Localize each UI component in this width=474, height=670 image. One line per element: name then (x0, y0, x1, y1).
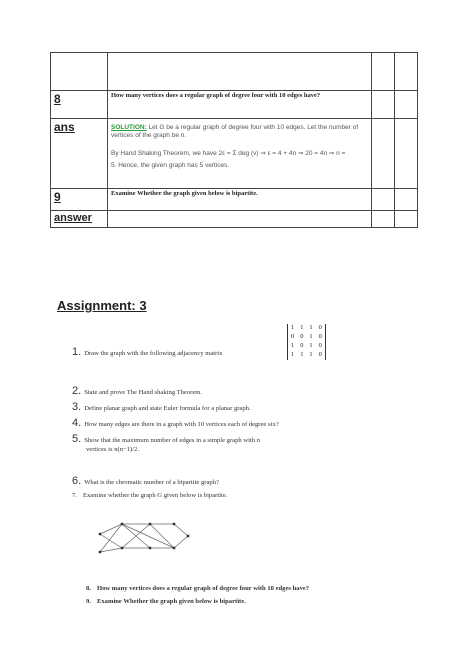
row-number: answer (54, 212, 92, 224)
bipartite-graph-figure (92, 512, 202, 584)
row-number: 8 (54, 92, 61, 106)
adjacency-matrix: 1 1 1 0 0 0 1 0 1 0 1 0 1 1 1 0 (287, 324, 326, 360)
list-item: 2. State and prove The Hand shaking Theorem. (72, 385, 203, 397)
list-item: 9. Examine Whether the graph given below is bipartite. (86, 598, 246, 605)
list-item: 1. Draw the graph with the following adjacency matrix (72, 346, 223, 358)
table-row (51, 189, 418, 211)
list-item: 8. How many vertices does a regular graph of degree four with 10 edges have? (86, 585, 310, 592)
table-row (51, 91, 418, 119)
answer-line: 5. Hence, the given graph has 5 vertices. (111, 162, 230, 170)
list-item: 5. Show that the maximum number of edges in a simple graph with n vertices is n(n−1)/2. (72, 433, 260, 454)
assignment-heading: Assignment: 3 (57, 298, 147, 313)
list-item: 6. What is the chromatic number of a bipartite graph? (72, 475, 219, 487)
row-question (108, 211, 372, 228)
row-number: ans (54, 120, 75, 134)
row-question: How many vertices does a regular graph of degree four with 10 edges have? (108, 91, 372, 119)
table-row (51, 211, 418, 228)
table-row (51, 119, 418, 189)
list-item: 3. Define planar graph and state Euler formula for a planar graph. (72, 401, 251, 413)
answer-line: Let G be a regular graph of degree four with 10 edges. Let the number of vertices of the graph be n. (111, 124, 359, 140)
table-row (51, 53, 418, 91)
answer-cell (108, 119, 372, 189)
list-item: 4. How many edges are there in a graph with 10 vertices each of degree six? (72, 417, 279, 429)
row-question (108, 53, 372, 91)
list-item: 7. Examine whether the graph G given below is bipartite. (72, 492, 228, 499)
row-number (51, 53, 108, 91)
row-number: 9 (54, 190, 61, 204)
row-question: Examine Whether the graph given below is bipartite. (108, 189, 372, 211)
solution-label: SOLUTION: (111, 124, 147, 131)
question-table (50, 52, 418, 228)
answer-line: By Hand Shaking Theorem, we have 2ε = Σ deg (v) ⇒ ε = 4 + 4n ⇒ 20 = 4n ⇒ n = (111, 150, 346, 158)
